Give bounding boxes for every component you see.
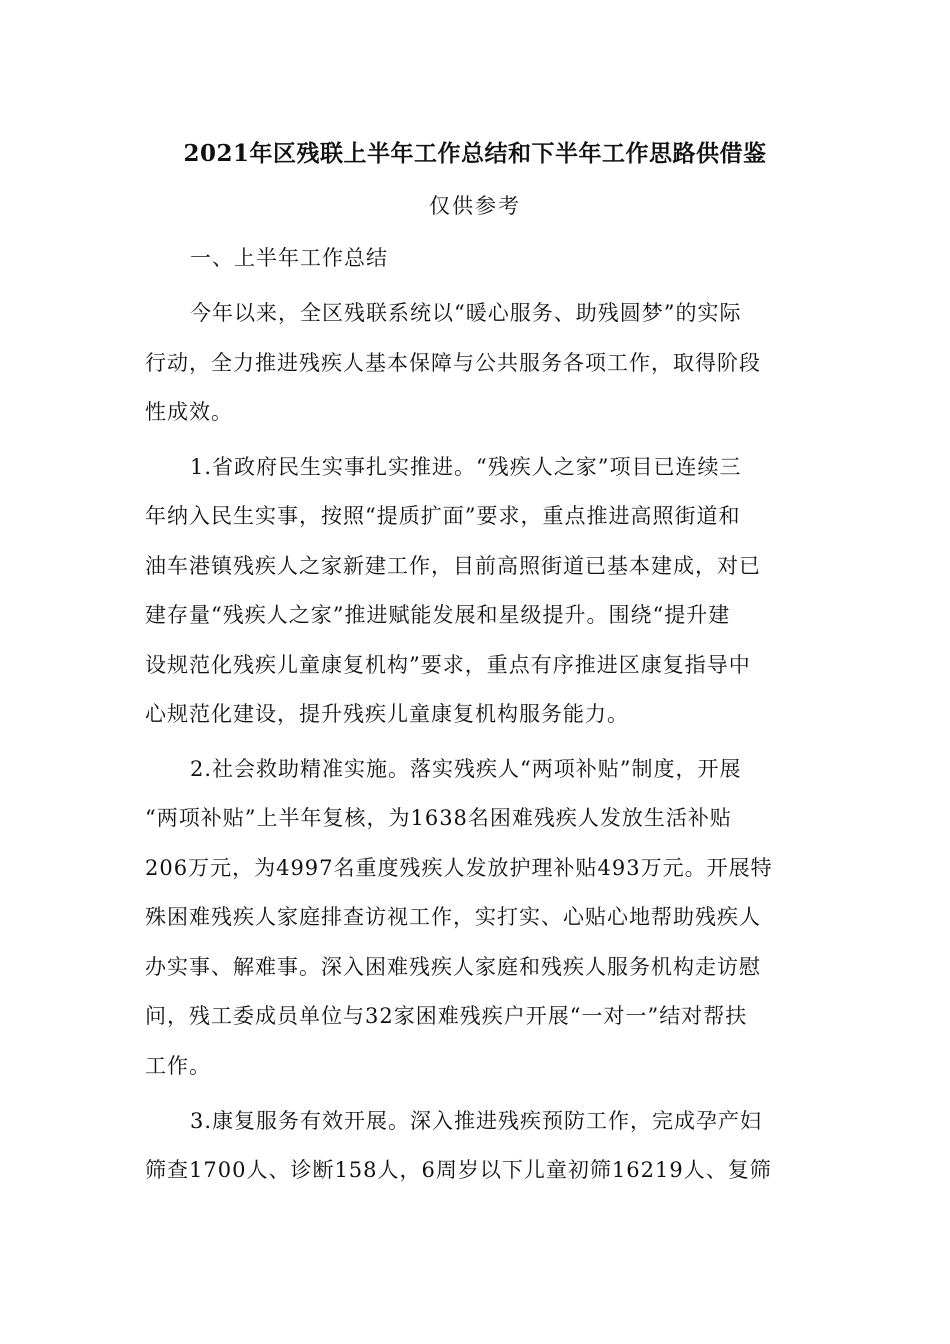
- paragraph-line: 年纳入民生实事，按照“提质扩面”要求，重点推进高照街道和: [145, 504, 741, 528]
- paragraph-line: 工作。: [145, 1054, 211, 1078]
- paragraph-line: 3.康复服务有效开展。深入推进残疾预防工作，完成孕产妇: [190, 1109, 763, 1133]
- paragraph-line: 办实事、解难事。深入困难残疾人家庭和残疾人服务机构走访慰: [145, 955, 761, 979]
- paragraph-line: 行动，全力推进残疾人基本保障与公共服务各项工作，取得阶段: [145, 351, 761, 375]
- paragraph-line: 设规范化残疾儿童康复机构”要求，重点有序推进区康复指导中: [145, 653, 751, 677]
- paragraph-line: 建存量“残疾人之家”推进赋能发展和星级提升。围绕“提升建: [145, 603, 731, 627]
- paragraph-line: 2.社会救助精准实施。落实残疾人“两项补贴”制度，开展: [190, 757, 742, 781]
- paragraph-line: 心规范化建设，提升残疾儿童康复机构服务能力。: [145, 702, 629, 726]
- paragraph-line: 筛查1700人、诊断158人，6周岁以下儿童初筛16219人、复筛: [145, 1158, 772, 1182]
- paragraph-line: 今年以来，全区残联系统以“暖心服务、助残圆梦”的实际: [190, 301, 742, 325]
- document-title: 2021年区残联上半年工作总结和下半年工作思路供借鉴: [183, 140, 767, 167]
- paragraph-line: 油车港镇残疾人之家新建工作，目前高照街道已基本建成，对已: [145, 554, 761, 578]
- paragraph-line: “两项补贴”上半年复核，为1638名困难残疾人发放生活补贴: [145, 806, 732, 830]
- paragraph-line: 殊困难残疾人家庭排查访视工作，实打实、心贴心地帮助残疾人: [145, 905, 761, 929]
- paragraph-line: 206万元，为4997名重度残疾人发放护理补贴493万元。开展特: [145, 856, 773, 880]
- document-subtitle: 仅供参考: [429, 194, 521, 218]
- paragraph-line: 问，残工委成员单位与32家困难残疾户开展“一对一”结对帮扶: [145, 1004, 748, 1028]
- paragraph-line: 1.省政府民生实事扎实推进。“残疾人之家”项目已连续三: [190, 455, 742, 479]
- section-heading: 一、上半年工作总结: [190, 246, 388, 270]
- paragraph-line: 性成效。: [145, 400, 233, 424]
